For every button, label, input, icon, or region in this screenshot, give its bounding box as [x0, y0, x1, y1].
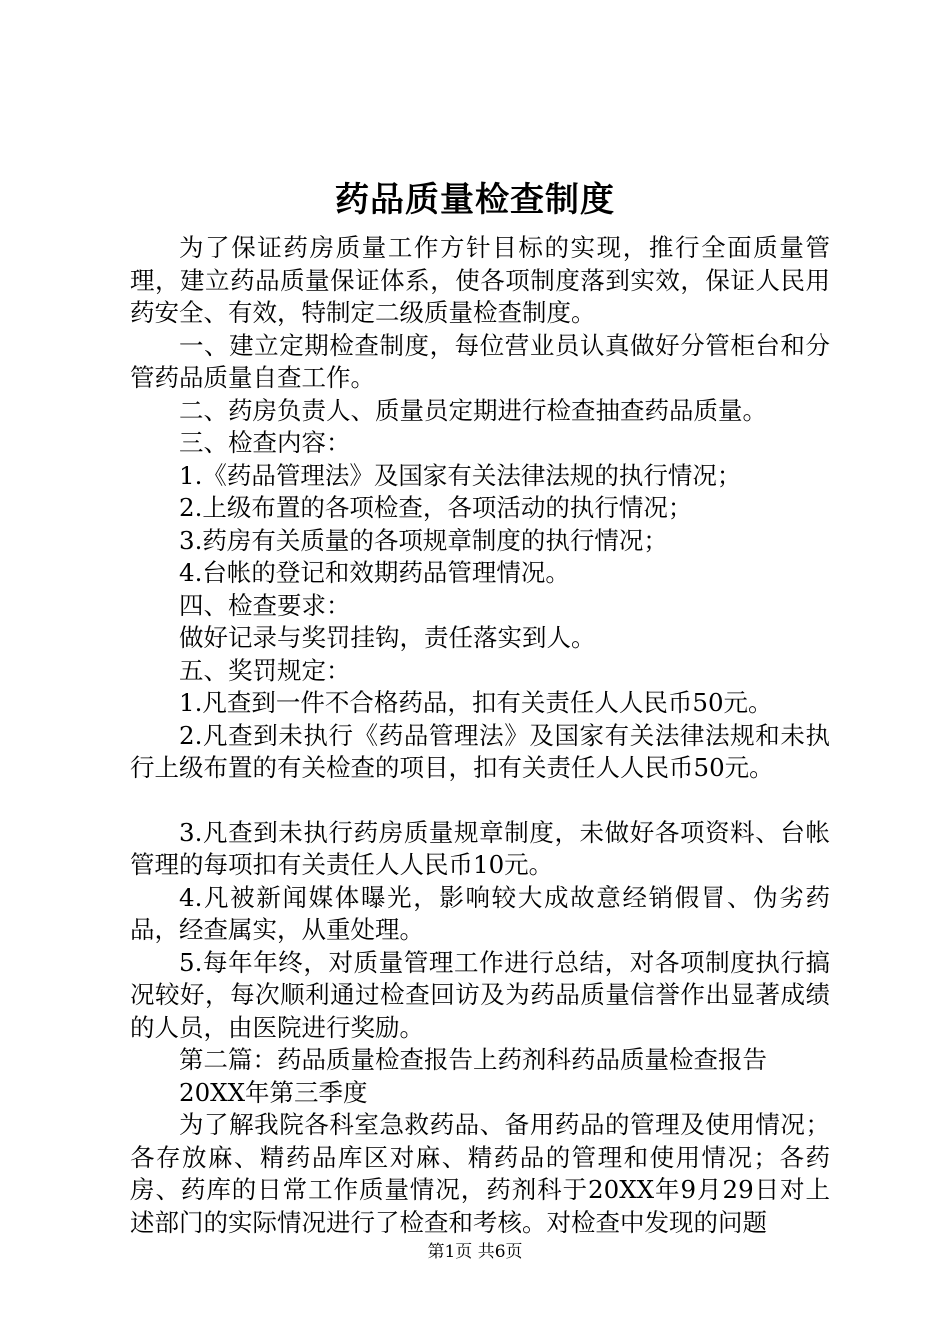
paragraph-report-body: 为了解我院各科室急救药品、备用药品的管理及使用情况；各存放麻、精药品库区对麻、精药品的管理和使用情况；各药房、药库的日常工作质量情况，药剂科于20XX年9月29日对上述部门的实际情况进行了检查和考核。对检查中发现的问题: [130, 1110, 830, 1237]
paragraph-check-item-1: 1.《药品管理法》及国家有关法律法规的执行情况；: [179, 460, 742, 490]
paragraph-requirement: 做好记录与奖罚挂钩，责任落实到人。: [179, 623, 596, 652]
paragraph-section-1: 一、建立定期检查制度，每位营业员认真做好分管柜台和分管药品质量自查工作。: [130, 330, 830, 392]
paragraph-rule-4: 4.凡被新闻媒体曝光，影响较大成故意经销假冒、伪劣药品，经查属实，从重处理。: [130, 882, 830, 944]
blank-line: [130, 785, 830, 817]
paragraph-second-article-heading: 第二篇：药品质量检查报告上药剂科药品质量检查报告: [179, 1045, 767, 1074]
paragraph-rule-3: 3.凡查到未执行药房质量规章制度，未做好各项资料、台帐管理的每项扣有关责任人人民币10元。: [130, 817, 830, 879]
paragraph-report-period: 20XX年第三季度: [179, 1077, 368, 1107]
document-title: 药品质量检查制度: [335, 180, 615, 220]
paragraph-check-item-2: 2.上级布置的各项检查，各项活动的执行情况；: [179, 493, 693, 522]
page-number: 第1页 共6页: [427, 1242, 523, 1262]
paragraph-section-2: 二、药房负责人、质量员定期进行检查抽查药品质量。: [179, 395, 767, 425]
document-body: [130, 232, 830, 1239]
paragraph-section-4-heading: 四、检查要求：: [179, 590, 351, 620]
paragraph-intro: 为了保证药房质量工作方针目标的实现，推行全面质量管理，建立药品质量保证体系，使各项制度落到实效，保证人民用药安全、有效，特制定二级质量检查制度。: [130, 233, 830, 327]
paragraph-rule-5: 5.每年年终，对质量管理工作进行总结，对各项制度执行搞况较好，每次顺利通过检查回访及为药品质量信誉作出显著成绩的人员，由医院进行奖励。: [130, 947, 830, 1042]
paragraph-section-3-heading: 三、检查内容：: [179, 428, 351, 457]
paragraph-rule-2: 2.凡查到未执行《药品管理法》及国家有关法律法规和未执行上级布置的有关检查的项目，扣有关责任人人民币50元。: [130, 720, 830, 782]
paragraph-rule-1: 1.凡查到一件不合格药品，扣有关责任人人民币50元。: [179, 688, 773, 717]
paragraph-check-item-4: 4.台帐的登记和效期药品管理情况。: [179, 558, 570, 587]
paragraph-section-5-heading: 五、奖罚规定：: [179, 655, 351, 685]
paragraph-check-item-3: 3.药房有关质量的各项规章制度的执行情况；: [179, 525, 668, 555]
